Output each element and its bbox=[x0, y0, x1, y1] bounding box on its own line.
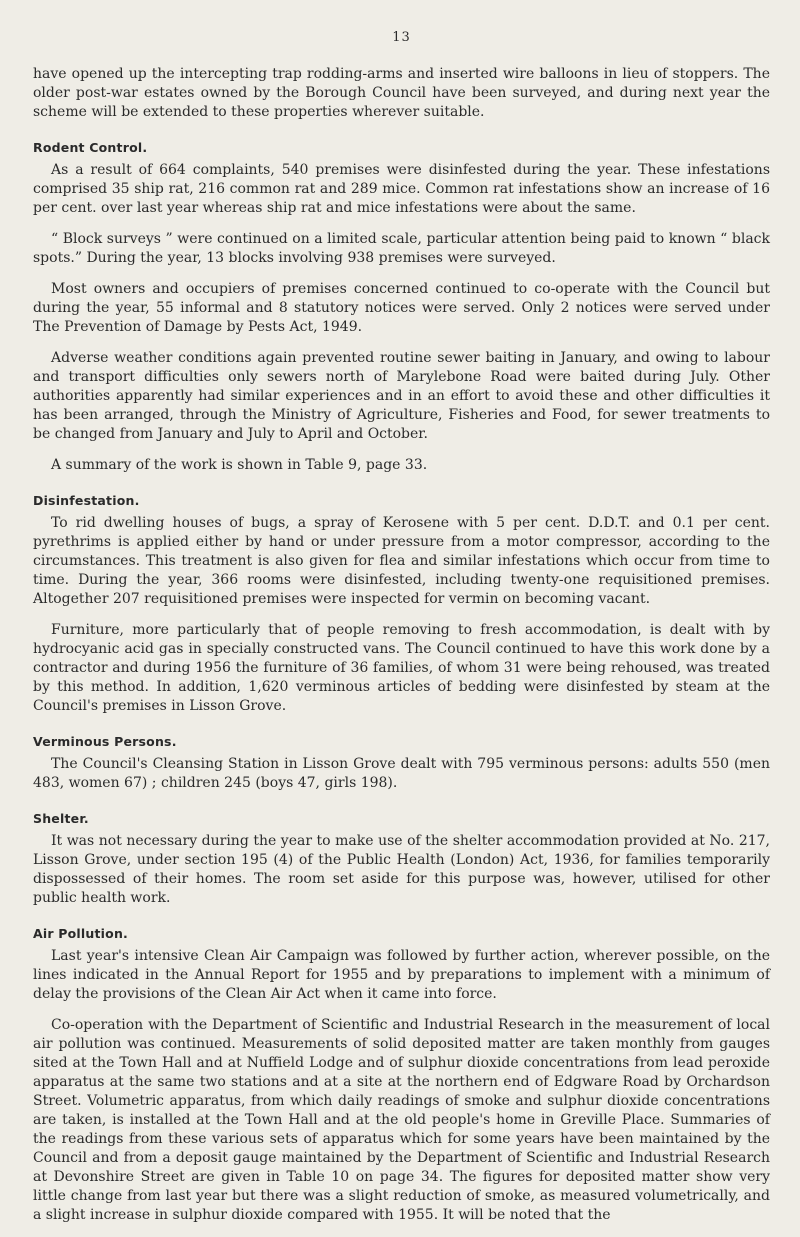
heading-verminous-persons: Verminous Persons. bbox=[33, 734, 177, 749]
heading-air-pollution: Air Pollution. bbox=[33, 926, 128, 941]
paragraph: “ Block surveys ” were continued on a limited scale, particular attention being paid to known “ black spots.” During the year, 13 blocks involving 938 premises were surveyed. bbox=[33, 231, 770, 266]
page-number: 13 bbox=[392, 30, 411, 45]
document-page bbox=[33, 30, 770, 1237]
paragraph: Furniture, more particularly that of people removing to fresh accommodation, is dealt with by hydrocyanic acid gas in specially constructed vans. The Council continued to have this work done by a contractor and during 1956 the furniture of 36 families, of whom 31 were being rehoused, was treated by this method. In addition, 1,620 verminous articles of bedding were disinfested by steam at the Council's premises in Lisson Grove. bbox=[33, 622, 770, 714]
paragraph: The Council's Cleansing Station in Lisson Grove dealt with 795 verminous persons: adults 550 (men 483, women 67) ; children 245 (boys 47, girls 198). bbox=[33, 756, 770, 791]
heading-shelter: Shelter. bbox=[33, 811, 89, 826]
heading-disinfestation: Disinfestation. bbox=[33, 493, 140, 508]
paragraph: Last year's intensive Clean Air Campaign was followed by further action, wherever possible, on the lines indicated in the Annual Report for 1955 and by preparations to implement with a minimum of delay the provisions of the Clean Air Act when it came into force. bbox=[33, 948, 770, 1002]
paragraph: To rid dwelling houses of bugs, a spray of Kerosene with 5 per cent. D.D.T. and 0.1 per cent. pyrethrims is applied either by hand or under pressure from a motor compressor, according to the circumstances. This treatment is also given for flea and similar infestations which occur from time to time. During the year, 366 rooms were disinfested, including twenty-one requisitioned premises. Altogether 207 requisitioned premises were inspected for vermin on becoming vacant. bbox=[33, 515, 770, 607]
paragraph: Co-operation with the Department of Scientific and Industrial Research in the measurement of local air pollution was continued. Measurements of solid deposited matter are taken monthly from gauges sited at the Town Hall and at Nuffield Lodge and of sulphur dioxide concentrations from lead peroxide apparatus at the same two stations and at a site at the northern end of Edgware Road by Orchardson Street. Volumetric apparatus, from which daily readings of smoke and sulphur dioxide concentrations are taken, is installed at the Town Hall and at the old people's home in Greville Place. Summaries of the readings from these various sets of apparatus which for some years have been maintained by the Council and from a deposit gauge maintained by the Department of Scientific and Industrial Research at Devonshire Street are given in Table 10 on page 34. The figures for deposited matter show very little change from last year but there was a slight reduction of smoke, as measured volumetrically, and a slight increase in sulphur dioxide compared with 1955. It will be noted that the bbox=[33, 1017, 770, 1223]
paragraph: As a result of 664 complaints, 540 premises were disinfested during the year. These infestations comprised 35 ship rat, 216 common rat and 289 mice. Common rat infestations show an increase of 16 per cent. over last year whereas ship rat and mice infestations were about the same. bbox=[33, 162, 770, 216]
paragraph: It was not necessary during the year to make use of the shelter accommodation provided at No. 217, Lisson Grove, under section 195 (4) of the Public Health (London) Act, 1936, for families temporarily dispossessed of their homes. The room set aside for this purpose was, however, utilised for other public health work. bbox=[33, 833, 770, 906]
paragraph: Most owners and occupiers of premises concerned continued to co-operate with the Council but during the year, 55 informal and 8 statutory notices were served. Only 2 notices were served under The Prevention of Damage by Pests Act, 1949. bbox=[33, 281, 770, 335]
paragraph: Adverse weather conditions again prevented routine sewer baiting in January, and owing to labour and transport difficulties only sewers north of Marylebone Road were baited during July. Other authorities apparently had similar experiences and in an effort to avoid these and other difficulties it has been arranged, through the Ministry of Agriculture, Fisheries and Food, for sewer treatments to be changed from January and July to April and October. bbox=[33, 350, 770, 442]
heading-rodent-control: Rodent Control. bbox=[33, 140, 148, 155]
paragraph: A summary of the work is shown in Table 9, page 33. bbox=[51, 457, 428, 473]
intro-paragraph: have opened up the intercepting trap rodding-arms and inserted wire balloons in lieu of stoppers. The older post-war estates owned by the Borough Council have been surveyed, and during next year the scheme will be extended to these properties wherever suitable. bbox=[33, 66, 770, 120]
